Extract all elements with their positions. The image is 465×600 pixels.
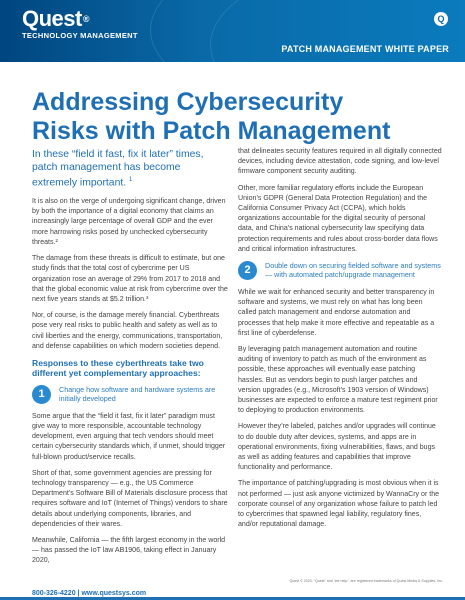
body-paragraph: The damage from these threats is difficult to estimate, but one study finds that the total cost of cybercrime per US organization rose an average of 29% from 2017 to 2018 and that the global economic value at risk from cybercrime over the next five years stands at $5.2 trillion.³ [32,255,228,303]
title-line-2: Risks with Patch Management [32,117,391,145]
logo-subtitle: TECHNOLOGY MANAGEMENT [22,31,138,40]
approach-label: Double down on securing fielded software and systems — with automated patch/upgrade management [265,261,441,280]
body-paragraph: that delineates security features required in all digitally connected devices, including device attestation, code signing, and low-level firmware component security auditing. [238,148,442,176]
footnote-ref: 1 [129,177,133,184]
approach-item-1 [32,385,228,405]
header-banner [0,0,465,62]
right-column [238,147,442,537]
body-paragraph: The importance of patching/upgrading is most obvious when it is not performed — just ask anyone victimized by WannaCry or the corporate counsel of any organization whose failure to patch led to cybercrimes that spawned legal liability, regulatory fines, and/or reputational damage. [238,480,440,529]
body-paragraph: Other, more familiar regulatory efforts include the European Union’s GDPR (General Data Protection Regulation) and the California Consumer Privacy Act (CCPA), which holds organizations accountable for the digital security of personal data, and China’s national cybersecurity law specifying data protection requirements and rules about cross-border data flows and critical information infrastructures. [238,184,438,253]
left-column [32,148,228,573]
number-circle-icon: 2 [238,261,257,280]
body-paragraph: Nor, of course, is the damage merely financial. Cyberthreats pose very real risks to public health and safety as well as to civil liberties and the energy, communications, transportation, and defense capabilities on which modern societies depend. [32,312,223,350]
lead-text: In these “field it fast, fix it later” times, patch management has become extremely important. [32,149,204,189]
contact-info: 800-326-4220 | www.questsys.com [32,590,147,597]
body-paragraph: However they’re labeled, patches and/or upgrades will continue to do double duty after devices, systems, and apps are in operational environments, fixing vulnerabilities, flaws, and bugs as well as adding features and capabilities that improve functionality and performance. [238,423,436,472]
number-circle-icon: 1 [32,385,51,404]
body-paragraph: By leveraging patch management automation and routine auditing of inventory to patch as much of the environment as possible, these approaches will eventually ease patching hassles. But as vendors begin to push larger patches and version upgrades (e.g., Microsoft’s 1903 version of Windows) businesses are expected to enforce a mature test regiment prior to deploying to production environments. [238,346,438,415]
logo-name: Quest [22,6,82,31]
legal-notice: Quest © 2020. “Quest” and “we help.” are registered trademarks of Quest Media & Supplies, Inc. [289,579,443,583]
quest-brand-icon: Q [434,12,448,26]
body-paragraph: Some argue that the “field it fast, fix it later” paradigm must give way to more responsible, accountable technology development, even arguing that tech vendors should meet certain cybersecurity standards which, if unmet, should trigger full-blown product/service recalls. [32,412,226,461]
page-title [32,88,432,146]
registered-mark: ® [82,14,89,24]
quest-logo [22,8,138,40]
body-paragraph: Meanwhile, California — the fifth largest economy in the world — has passed the IoT law AB1906, taking effect in January 2020, [32,536,226,565]
document-type-label: PATCH MANAGEMENT WHITE PAPER [281,44,449,54]
title-line-1: Addressing Cybersecurity [32,88,344,116]
body-paragraph: While we wait for enhanced security and better transparency in software and systems, we must rely on what has long been called patch management and endorse automation and processes that help make it more effective and repeatable as a first line of cyberdefense. [238,289,435,337]
section-subhead: Responses to these cyberthreats take two different yet complementary approaches: [32,357,204,379]
approach-item-2 [238,261,442,281]
body-paragraph: Short of that, some government agencies are pressing for technology transparency — e.g., the US Commerce Department’s Software Bill of Materials disclosure process that requires software and IoT (Internet of Things) vendors to share details about underlying components, libraries, and dependencies of their wares. [32,469,228,528]
lead-paragraph [32,148,228,190]
approach-label: Change how software and hardware systems are initially developed [59,384,216,403]
body-paragraph: It is also on the verge of undergoing significant change, driven by both the importance of a digital economy that claims an increasingly large percentage of overall GDP and the ever more harrowing risks posed by unchecked cybersecurity threats.² [32,198,226,246]
